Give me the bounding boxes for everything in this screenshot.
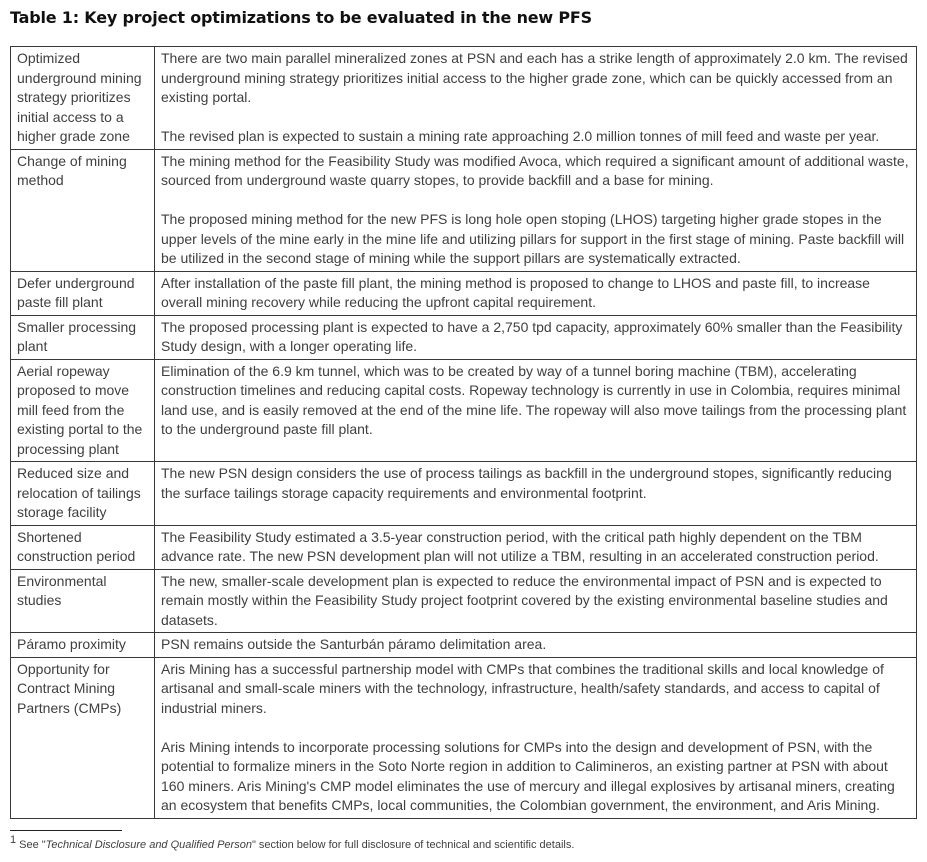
- table-row: [11, 633, 917, 658]
- footnote: [10, 830, 917, 852]
- row-content: [155, 359, 917, 462]
- row-paragraph: There are two main parallel mineralized zones at PSN and each has a strike length of approximately 2.0 km. The revised underground mining strategy prioritizes initial access to the higher grade zone, which can be quickly accessed from an existing portal.: [161, 50, 908, 105]
- row-content: [155, 633, 917, 658]
- row-paragraph: The mining method for the Feasibility Study was modified Avoca, which required a significant amount of additional waste, sourced from underground waste quarry stopes, to provide backfill and a base for mining.: [161, 152, 909, 188]
- row-label: Reduced size and relocation of tailings storage facility: [11, 462, 155, 526]
- row-label: Aerial ropeway proposed to move mill feed from the existing portal to the processing plant: [11, 359, 155, 462]
- footnote-prefix: See ": [19, 838, 46, 851]
- row-label: Defer underground paste fill plant: [11, 271, 155, 315]
- optimizations-table: [10, 46, 917, 819]
- row-label: Páramo proximity: [11, 633, 155, 658]
- row-content: [155, 462, 917, 526]
- table-row: [11, 271, 917, 315]
- row-paragraph: The proposed processing plant is expected to have a 2,750 tpd capacity, approximately 60% smaller than the Feasibility Study design, with a longer operating life.: [161, 318, 903, 354]
- row-label: Environmental studies: [11, 569, 155, 633]
- table-row: [11, 657, 917, 818]
- footnote-reference: Technical Disclosure and Qualified Person: [45, 838, 252, 851]
- page-title: Table 1: Key project optimizations to be evaluated in the new PFS: [10, 8, 592, 27]
- row-content: [155, 525, 917, 569]
- row-content: [155, 271, 917, 315]
- footnote-text: [10, 833, 917, 852]
- row-label: Change of mining method: [11, 149, 155, 271]
- footnote-marker: 1: [10, 833, 17, 846]
- row-content: [155, 47, 917, 150]
- row-paragraph: Aris Mining has a successful partnership model with CMPs that combines the traditional skills and local knowledge of artisanal and small-scale miners with the technology, infrastructure, health/safety standards, and access to capital of industrial miners.: [161, 660, 884, 716]
- table-row: [11, 149, 917, 271]
- row-paragraph: Aris Mining intends to incorporate processing solutions for CMPs into the design and development of PSN, with the potential to formalize miners in the Soto Norte region in addition to Calimineros, an existing partner at PSN with about 160 miners. Aris Mining's CMP model eliminates the use of mercury and illegal explosives by artisanal miners, creating an ecosystem that benefits CMPs, local communities, the Colombian government, the environment, and Aris Mining.: [161, 738, 895, 813]
- table-row: [11, 359, 917, 462]
- row-paragraph: PSN remains outside the Santurbán páramo delimitation area.: [161, 636, 547, 652]
- row-label: Smaller processing plant: [11, 315, 155, 359]
- table-row: [11, 47, 917, 150]
- table-row: [11, 569, 917, 633]
- row-content: [155, 569, 917, 633]
- table-row: [11, 525, 917, 569]
- row-paragraph: The new PSN design considers the use of process tailings as backfill in the underground stopes, significantly reducing the surface tailings storage capacity requirements and environmental footprint.: [161, 465, 892, 501]
- row-content: [155, 657, 917, 818]
- row-paragraph: The Feasibility Study estimated a 3.5-year construction period, with the critical path highly dependent on the TBM advance rate. The new PSN development plan will not utilize a TBM, resulting in an accelerated construction period.: [161, 528, 879, 564]
- table-row: [11, 315, 917, 359]
- row-paragraph: The new, smaller-scale development plan is expected to reduce the environmental impact of PSN and is expected to remain mostly within the Feasibility Study project footprint covered by the existing environmental baseline studies and datasets.: [161, 572, 888, 628]
- row-content: [155, 149, 917, 271]
- row-label: Opportunity for Contract Mining Partners (CMPs): [11, 657, 155, 818]
- row-label: Optimized underground mining strategy prioritizes initial access to a higher grade zone: [11, 47, 155, 150]
- footnote-separator: [10, 830, 122, 831]
- row-paragraph: After installation of the paste fill plant, the mining method is proposed to change to LHOS and paste fill, to increase overall mining recovery while reducing the upfront capital requirement.: [161, 274, 870, 310]
- footnote-suffix: " section below for full disclosure of technical and scientific details.: [251, 838, 575, 851]
- row-paragraph: Elimination of the 6.9 km tunnel, which was to be created by way of a tunnel boring machine (TBM), accelerating construction timelines and reducing capital costs. Ropeway technology is currently in use in Colombia, requires minimal land use, and is easily removed at the end of the mine life. The ropeway will also move tailings from the processing plant to the underground paste fill plant.: [161, 362, 907, 437]
- row-paragraph: The revised plan is expected to sustain a mining rate approaching 2.0 million tonnes of mill feed and waste per year.: [161, 128, 880, 144]
- row-paragraph: The proposed mining method for the new PFS is long hole open stoping (LHOS) targeting higher grade stopes in the upper levels of the mine early in the mine life and utilizing pillars for support in the first stage of mining. Paste backfill will be utilized in the second stage of mining while the support pillars are systematically extracted.: [161, 211, 905, 266]
- row-label: Shortened construction period: [11, 525, 155, 569]
- table-row: [11, 462, 917, 526]
- row-content: [155, 315, 917, 359]
